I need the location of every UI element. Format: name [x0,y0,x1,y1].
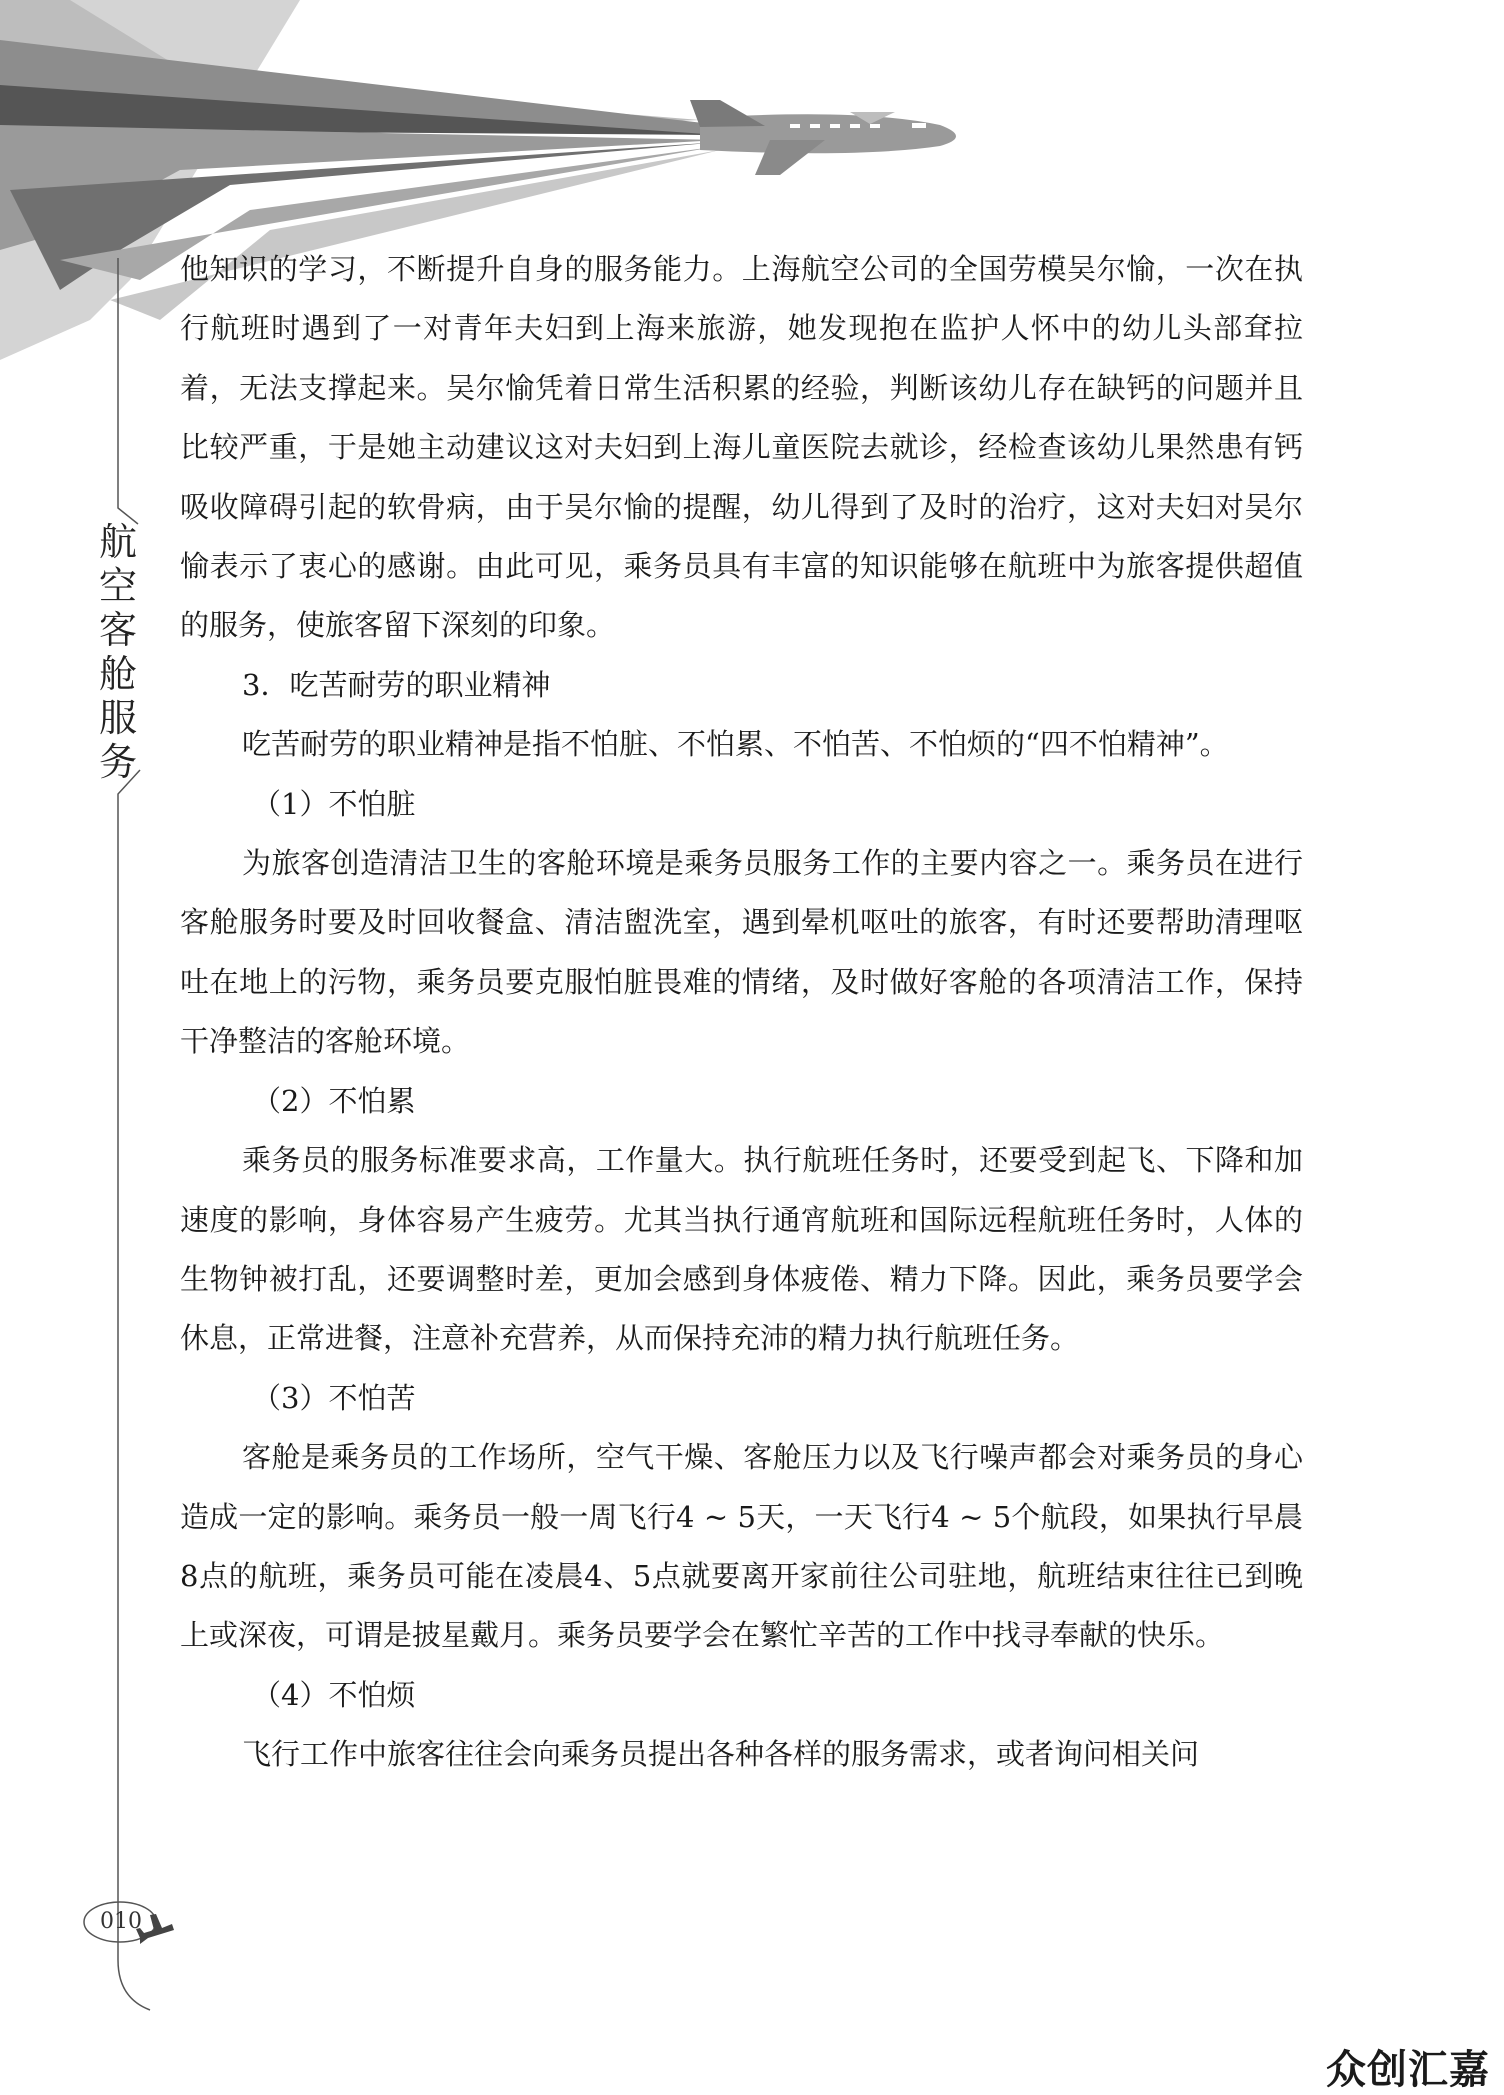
subsection-heading: （2）不怕累 [252,1083,416,1118]
side-title-char: 务 [98,740,137,784]
airplane-icon [690,100,956,175]
paragraph: 乘务员的服务标准要求高，工作量大。执行航班任务时，还要受到起飞、下降和加速度的影响，身体容易产生疲劳。尤其当执行通宵航班和国际远程航班任务时，人体的生物钟被打乱，还要调整时差，更加会感到身体疲倦、精力下降。因此，乘务员要学会休息，正常进餐，注意补充营养，从而保持充沛的精力执行航班任务。 [180,1143,1303,1356]
section-heading: 3．吃苦耐劳的职业精神 [242,667,551,702]
paragraph: 吃苦耐劳的职业精神是指不怕脏、不怕累、不怕苦、不怕烦的“四不怕精神”。 [242,727,1229,762]
subsection-heading: （3）不怕苦 [252,1380,416,1415]
paragraph: 飞行工作中旅客往往会向乘务员提出各种各样的服务需求，或者询问相关问 [242,1737,1200,1772]
paragraph: 为旅客创造清洁卫生的客舱环境是乘务员服务工作的主要内容之一。乘务员在进行客舱服务时要及时回收餐盒、清洁盥洗室，遇到晕机呕吐的旅客，有时还要帮助清理呕吐在地上的污物，乘务员要克服怕脏畏难的情绪，及时做好客舱的各项清洁工作，保持干净整洁的客舱环境。 [180,846,1303,1059]
paragraph: 客舱是乘务员的工作场所，空气干燥、客舱压力以及飞行噪声都会对乘务员的身心造成一定的影响。乘务员一般一周飞行4 ~ 5天，一天飞行4 ~ 5个航段，如果执行早晨8点的航班，乘务员可能在凌晨4、5点就要离开家前往公司驻地，航班结束往往已到晚上或深夜，可谓是披星戴月。乘务员要学会在繁忙辛苦的工作中找寻奉献的快乐。 [180,1440,1303,1653]
side-chapter-title [96,520,140,784]
side-title-char: 舱 [98,652,137,696]
paragraph: 他知识的学习，不断提升自身的服务能力。上海航空公司的全国劳模吴尔愉，一次在执行航班时遇到了一对青年夫妇到上海来旅游，她发现抱在监护人怀中的幼儿头部耷拉着，无法支撑起来。吴尔愉凭着日常生活积累的经验，判断该幼儿存在缺钙的问题并且比较严重，于是她主动建议这对夫妇到上海儿童医院去就诊，经检查该幼儿果然患有钙吸收障碍引起的软骨病，由于吴尔愉的提醒，幼儿得到了及时的治疗，这对夫妇对吴尔愉表示了衷心的感谢。由此可见，乘务员具有丰富的知识能够在航班中为旅客提供超值的服务，使旅客留下深刻的印象。 [180,252,1303,643]
subsection-heading: （4）不怕烦 [252,1677,416,1712]
subsection-heading: （1）不怕脏 [252,786,416,821]
side-title-char: 空 [98,564,137,608]
watermark-logo: 众创汇嘉 [1326,2047,1490,2093]
side-title-char: 客 [98,608,137,652]
page-body [180,240,1303,1785]
side-title-char: 航 [98,520,137,564]
side-decoration [0,0,200,2094]
side-title-char: 服 [98,696,137,740]
page-number: 010 [100,1909,142,1934]
